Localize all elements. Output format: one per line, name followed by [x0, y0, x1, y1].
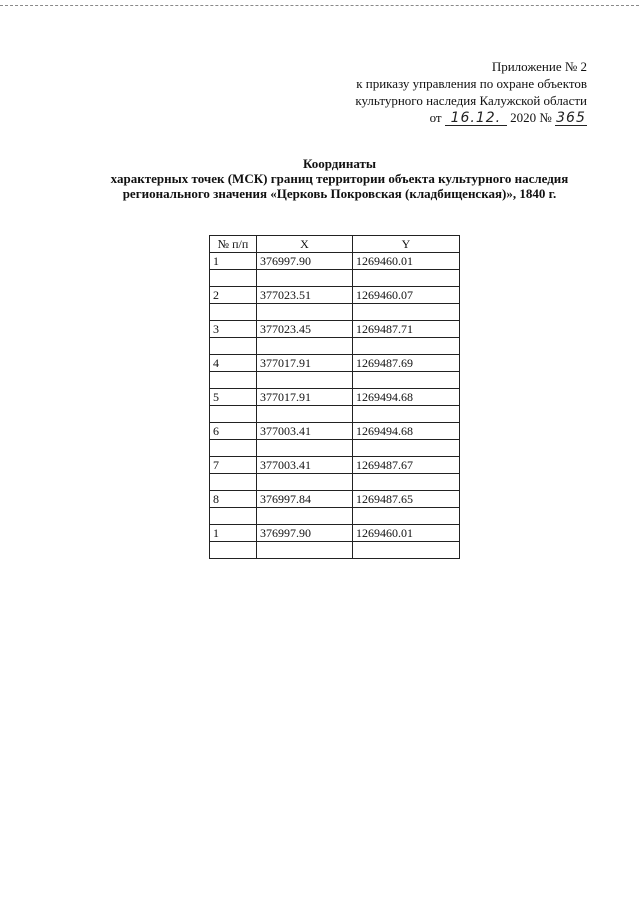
- empty-cell: [353, 372, 460, 389]
- spacer-row: [210, 270, 460, 287]
- point-number-cell: 1: [210, 253, 257, 270]
- empty-cell: [257, 542, 353, 559]
- empty-cell: [257, 440, 353, 457]
- handwritten-date: 16.12.: [450, 110, 502, 126]
- x-coordinate-cell: 376997.90: [257, 253, 353, 270]
- spacer-row: [210, 474, 460, 491]
- empty-cell: [353, 440, 460, 457]
- document-title: [40, 156, 639, 201]
- appendix-header: [257, 58, 587, 126]
- spacer-row: [210, 304, 460, 321]
- empty-cell: [210, 270, 257, 287]
- empty-cell: [210, 474, 257, 491]
- y-coordinate-cell: 1269487.65: [353, 491, 460, 508]
- table-row: [210, 253, 460, 270]
- column-header-number: № п/п: [210, 236, 257, 253]
- point-number-cell: 8: [210, 491, 257, 508]
- table-body: [210, 253, 460, 559]
- empty-cell: [257, 338, 353, 355]
- spacer-row: [210, 440, 460, 457]
- empty-cell: [210, 406, 257, 423]
- spacer-row: [210, 338, 460, 355]
- column-header-x: X: [257, 236, 353, 253]
- table-row: [210, 321, 460, 338]
- empty-cell: [353, 304, 460, 321]
- x-coordinate-cell: 377003.41: [257, 457, 353, 474]
- handwritten-date-field: [445, 111, 507, 126]
- coordinates-table: [209, 235, 460, 559]
- empty-cell: [257, 474, 353, 491]
- table-row: [210, 457, 460, 474]
- table-row: [210, 525, 460, 542]
- point-number-cell: 1: [210, 525, 257, 542]
- authority-name-line: культурного наследия Калужской области: [355, 93, 587, 108]
- empty-cell: [257, 406, 353, 423]
- spacer-row: [210, 542, 460, 559]
- empty-cell: [353, 542, 460, 559]
- table-row: [210, 491, 460, 508]
- handwritten-number: 365: [556, 110, 586, 126]
- point-number-cell: 5: [210, 389, 257, 406]
- point-number-cell: 2: [210, 287, 257, 304]
- column-header-y: Y: [353, 236, 460, 253]
- table-row: [210, 389, 460, 406]
- table-row: [210, 355, 460, 372]
- empty-cell: [210, 372, 257, 389]
- spacer-row: [210, 372, 460, 389]
- appendix-title: Приложение № 2: [491, 59, 587, 74]
- empty-cell: [353, 508, 460, 525]
- point-number-cell: 4: [210, 355, 257, 372]
- y-coordinate-cell: 1269494.68: [353, 423, 460, 440]
- title-subject-line: характерных точек (МСК) границ территории объекта культурного наследия: [110, 171, 569, 186]
- point-number-cell: 6: [210, 423, 257, 440]
- empty-cell: [210, 338, 257, 355]
- y-coordinate-cell: 1269494.68: [353, 389, 460, 406]
- x-coordinate-cell: 376997.84: [257, 491, 353, 508]
- x-coordinate-cell: 377023.45: [257, 321, 353, 338]
- y-coordinate-cell: 1269487.69: [353, 355, 460, 372]
- empty-cell: [353, 406, 460, 423]
- empty-cell: [210, 304, 257, 321]
- x-coordinate-cell: 377023.51: [257, 287, 353, 304]
- y-coordinate-cell: 1269487.67: [353, 457, 460, 474]
- empty-cell: [210, 542, 257, 559]
- empty-cell: [257, 304, 353, 321]
- order-reference-line: к приказу управления по охране объектов: [356, 76, 587, 91]
- x-coordinate-cell: 377003.41: [257, 423, 353, 440]
- title-heading: Координаты: [302, 156, 377, 171]
- table-row: [210, 287, 460, 304]
- handwritten-number-field: [555, 111, 587, 126]
- order-date-number-line: [257, 109, 587, 126]
- title-object-line: регионального значения «Церковь Покровская (кладбищенская)», 1840 г.: [122, 186, 557, 201]
- empty-cell: [257, 372, 353, 389]
- table-header-row: [210, 236, 460, 253]
- order-year-label: 2020 №: [510, 110, 552, 125]
- point-number-cell: 7: [210, 457, 257, 474]
- x-coordinate-cell: 376997.90: [257, 525, 353, 542]
- date-prefix: от: [429, 110, 442, 125]
- scan-top-edge: [0, 5, 639, 6]
- spacer-row: [210, 508, 460, 525]
- x-coordinate-cell: 377017.91: [257, 389, 353, 406]
- empty-cell: [257, 508, 353, 525]
- spacer-row: [210, 406, 460, 423]
- y-coordinate-cell: 1269460.01: [353, 253, 460, 270]
- empty-cell: [353, 270, 460, 287]
- empty-cell: [353, 338, 460, 355]
- y-coordinate-cell: 1269487.71: [353, 321, 460, 338]
- empty-cell: [257, 270, 353, 287]
- point-number-cell: 3: [210, 321, 257, 338]
- x-coordinate-cell: 377017.91: [257, 355, 353, 372]
- empty-cell: [210, 508, 257, 525]
- empty-cell: [210, 440, 257, 457]
- table-row: [210, 423, 460, 440]
- y-coordinate-cell: 1269460.07: [353, 287, 460, 304]
- y-coordinate-cell: 1269460.01: [353, 525, 460, 542]
- empty-cell: [353, 474, 460, 491]
